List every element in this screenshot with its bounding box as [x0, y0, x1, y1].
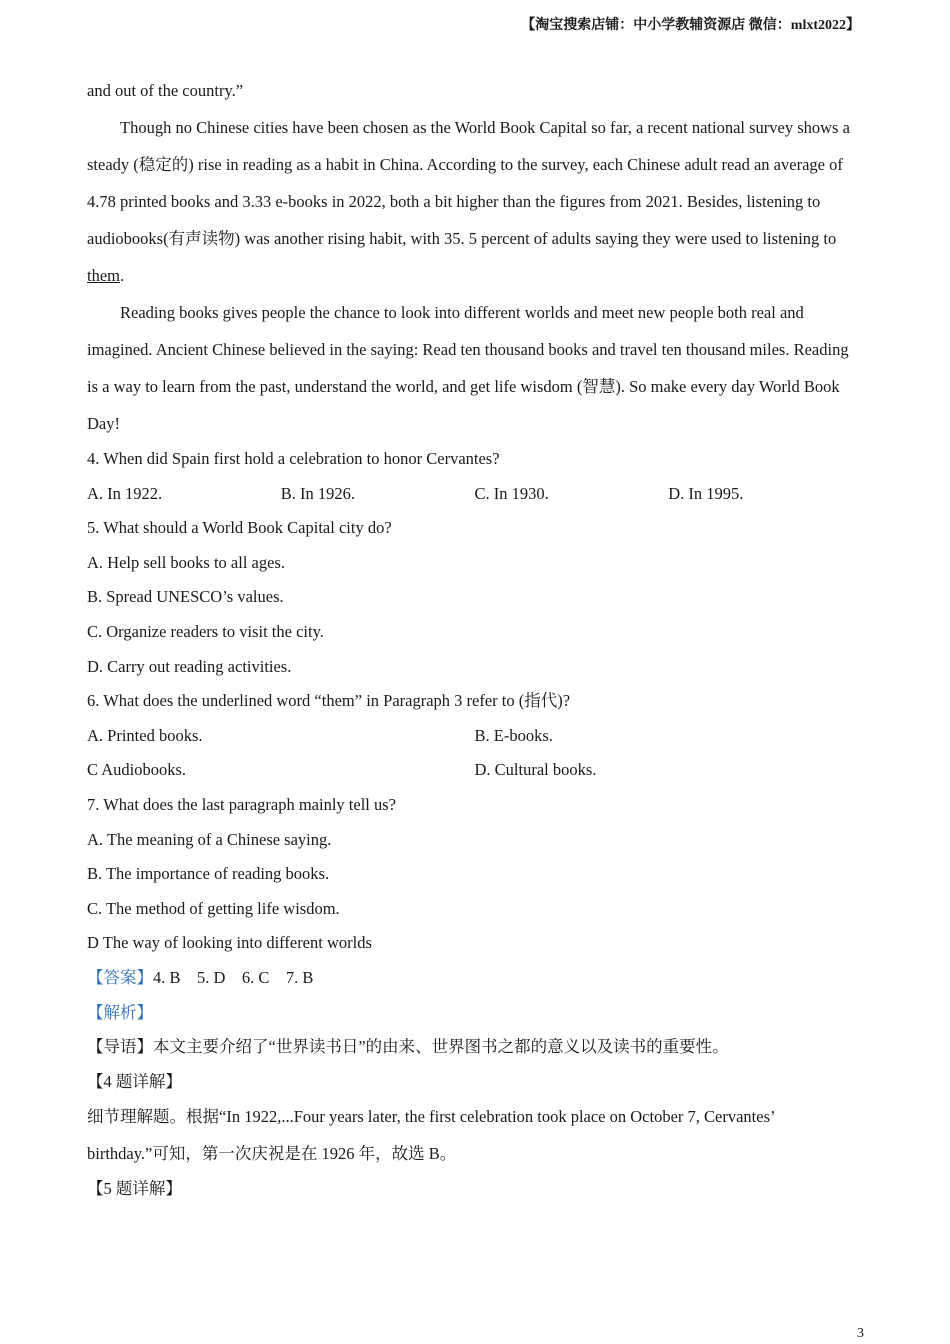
option-a: A. Printed books. [87, 725, 203, 745]
page-number: 3 [857, 1326, 864, 1341]
option-b: B. The importance of reading books. [87, 864, 330, 884]
analysis-label: 【解析】 [87, 1002, 153, 1022]
options-row [87, 719, 862, 754]
question-stem: 7. What does the last paragraph mainly tell us? [87, 794, 396, 814]
paragraph-line: Though no Chinese cities have been chosen as the World Book Capital so far, a recent national survey shows a [120, 118, 850, 137]
option-d: D. Carry out reading activities. [87, 656, 292, 676]
paragraph-line: 4.78 printed books and 3.33 e-books in 2022, both a bit higher than the figures from 2021. Besides, listening to [87, 192, 821, 211]
answer-label: 【答案】 [87, 967, 153, 987]
paragraph-3 [87, 109, 862, 294]
question-5 [87, 511, 862, 684]
option-d: D. Cultural books. [474, 760, 597, 780]
paragraph-line: Reading books gives people the chance to look into different worlds and meet new people both real and [120, 303, 804, 322]
paragraph-line: steady (稳定的) rise in reading as a habit in China. According to the survey, each Chinese adult read an average of [87, 155, 843, 174]
options-row [87, 477, 862, 512]
question-4 [87, 442, 862, 511]
options-row [87, 753, 862, 788]
underlined-word: them [87, 266, 120, 285]
paragraph-2-tail: and out of the country.” [87, 81, 244, 100]
answer-line [87, 961, 862, 996]
option-d: D. In 1995. [668, 483, 744, 503]
question-6 [87, 684, 862, 788]
paragraph-line [87, 257, 862, 294]
answer-text: 4. B 5. D 6. C 7. B [153, 967, 314, 987]
paragraph-line: audiobooks(有声读物) was another rising habit, with 35. 5 percent of adults saying they were used to listening to [87, 229, 837, 248]
period: . [120, 266, 125, 285]
question-stem: 5. What should a World Book Capital city do? [87, 518, 392, 538]
question-7 [87, 788, 862, 961]
option-a: A. The meaning of a Chinese saying. [87, 829, 332, 849]
option-b: B. In 1926. [280, 483, 355, 503]
paragraph-line: Day! [87, 414, 120, 433]
question-stem: 6. What does the underlined word “them” in Paragraph 3 refer to (指代)? [87, 691, 571, 711]
q4-explanation-line: birthday.”可知，第一次庆祝是在 1926 年，故选 B。 [87, 1144, 457, 1164]
option-c: C. The method of getting life wisdom. [87, 898, 340, 918]
paragraph-line: imagined. Ancient Chinese believed in the saying: Read ten thousand books and travel ten thousand miles. Reading [87, 340, 849, 359]
analysis-intro: 【导语】本文主要介绍了“世界读书日”的由来、世界图书之都的意义以及读书的重要性。 [87, 1037, 729, 1057]
document-body [87, 74, 862, 1207]
question-stem: 4. When did Spain first hold a celebration to honor Cervantes? [87, 449, 500, 468]
option-a: A. Help sell books to all ages. [87, 552, 285, 572]
page-header: 【淘宝搜索店铺：中小学教辅资源店 微信：mlxt2022】 [521, 18, 860, 33]
option-d: D The way of looking into different worlds [87, 933, 372, 953]
q5-heading: 【5 题详解】 [87, 1179, 182, 1199]
option-a: A. In 1922. [87, 483, 163, 503]
option-b: B. Spread UNESCO’s values. [87, 587, 284, 607]
option-c: C. Organize readers to visit the city. [87, 621, 324, 641]
q4-explanation-line: 细节理解题。根据“In 1922,...Four years later, the first celebration took place on October 7, Cervantes’ [87, 1107, 776, 1127]
paragraph-line: is a way to learn from the past, understand the world, and get life wisdom (智慧). So make every day World Book [87, 377, 840, 396]
option-c: C. In 1930. [474, 483, 549, 503]
option-c: C Audiobooks. [87, 760, 187, 780]
option-b: B. E-books. [474, 725, 553, 745]
q4-heading: 【4 题详解】 [87, 1071, 182, 1091]
paragraph-4 [87, 294, 862, 442]
